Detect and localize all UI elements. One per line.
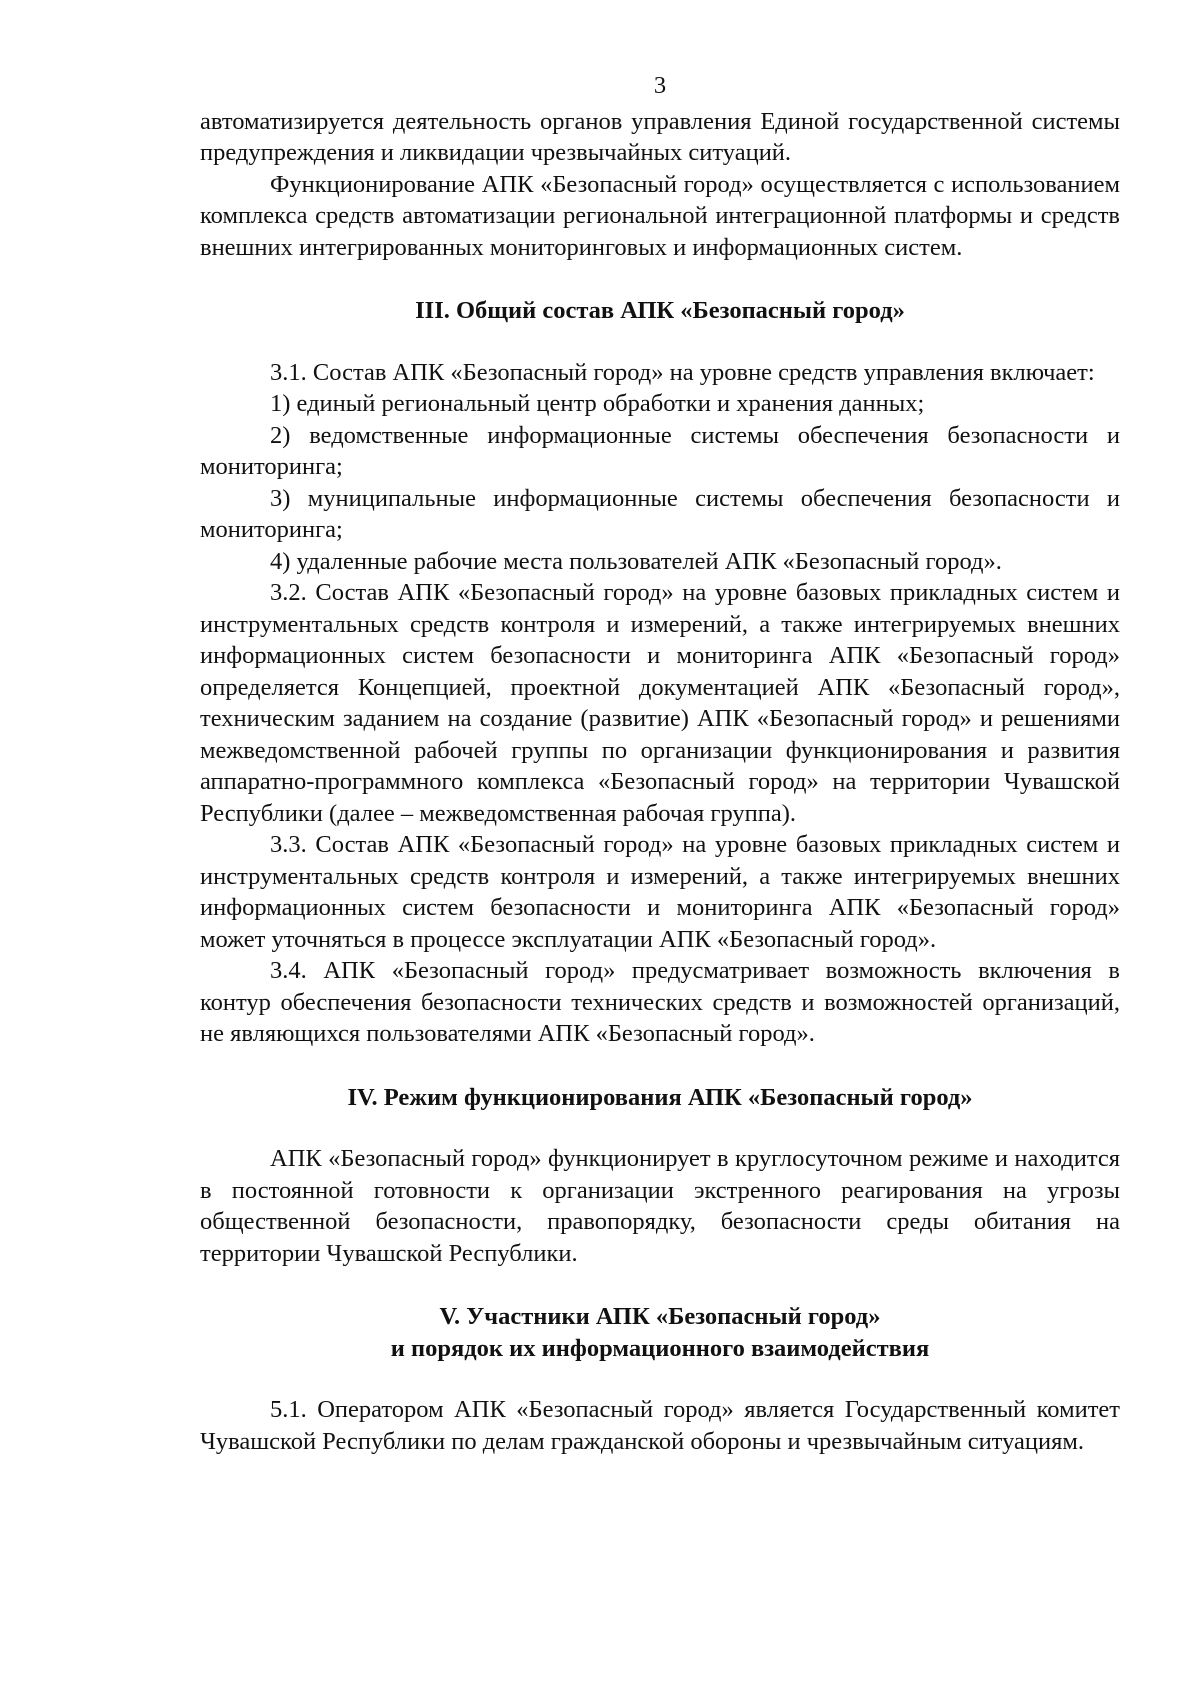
- section-5-title-line-2: и порядок их информационного взаимодействия: [390, 1334, 930, 1362]
- paragraph-4: АПК «Безопасный город» функционирует в круглосуточном режиме и находится в постоянной готовности к организации экстренного реагирования на угрозы общественной безопасности, правопорядку, безопасности среды обитания на территории Чувашской Республики.: [200, 1145, 1120, 1267]
- section-5-heading-block: [200, 1301, 1120, 1364]
- section-3-heading-block: [200, 295, 1120, 327]
- paragraph-intro-2: Функционирование АПК «Безопасный город» осуществляется с использованием комплекса средств автоматизации региональной интеграционной платформы и средств внешних интегрированных мониторинговых и информационных систем.: [200, 170, 1120, 261]
- paragraph-5-1: 5.1. Оператором АПК «Безопасный город» является Государственный комитет Чувашской Республики по делам гражданской обороны и чрезвычайным ситуациям.: [200, 1396, 1120, 1455]
- list-item: 3) муниципальные информационные системы обеспечения безопасности и мониторинга;: [200, 484, 1120, 543]
- list-item: 1) единый региональный центр обработки и хранения данных;: [270, 390, 925, 417]
- paragraph-3-2: 3.2. Состав АПК «Безопасный город» на уровне базовых прикладных систем и инструментальных средств контроля и измерений, а также интегрируемых внешних информационных систем безопасности и мониторинга АПК «Безопасный город» определяется Концепцией, проектной документацией АПК «Безопасный город», техническим заданием на создание (развитие) АПК «Безопасный город» и решениями межведомственной рабочей группы по организации функционирования и развития аппаратно-программного комплекса «Безопасный город» на территории Чувашской Республики (далее – межведомственная рабочая группа).: [200, 579, 1120, 827]
- paragraph-3-4: 3.4. АПК «Безопасный город» предусматривает возможность включения в контур обеспечения безопасности технических средств и возможностей организаций, не являющихся пользователями АПК «Безопасный город».: [200, 957, 1120, 1047]
- paragraph-intro-1: автоматизируется деятельность органов управления Единой государственной системы предупреждения и ликвидации чрезвычайных ситуаций.: [200, 107, 1120, 166]
- section-4-title: IV. Режим функционирования АПК «Безопасный город»: [347, 1083, 973, 1111]
- list-item: 4) удаленные рабочие места пользователей АПК «Безопасный город».: [270, 547, 1002, 575]
- section-4-heading-block: [200, 1082, 1120, 1114]
- paragraph-3-1: 3.1. Состав АПК «Безопасный город» на уровне средств управления включает:: [270, 358, 1095, 386]
- list-item: 2) ведомственные информационные системы обеспечения безопасности и мониторинга;: [200, 421, 1120, 480]
- paragraph-3-3: 3.3. Состав АПК «Безопасный город» на уровне базовых прикладных систем и инструментальных средств контроля и измерений, а также интегрируемых внешних информационных систем безопасности и мониторинга АПК «Безопасный город» может уточняться в процессе эксплуатации АПК «Безопасный город».: [200, 831, 1120, 953]
- page-number: 3: [653, 72, 667, 99]
- section-3-title: III. Общий состав АПК «Безопасный город»: [415, 297, 905, 324]
- section-5-title-line-1: V. Участники АПК «Безопасный город»: [439, 1303, 881, 1330]
